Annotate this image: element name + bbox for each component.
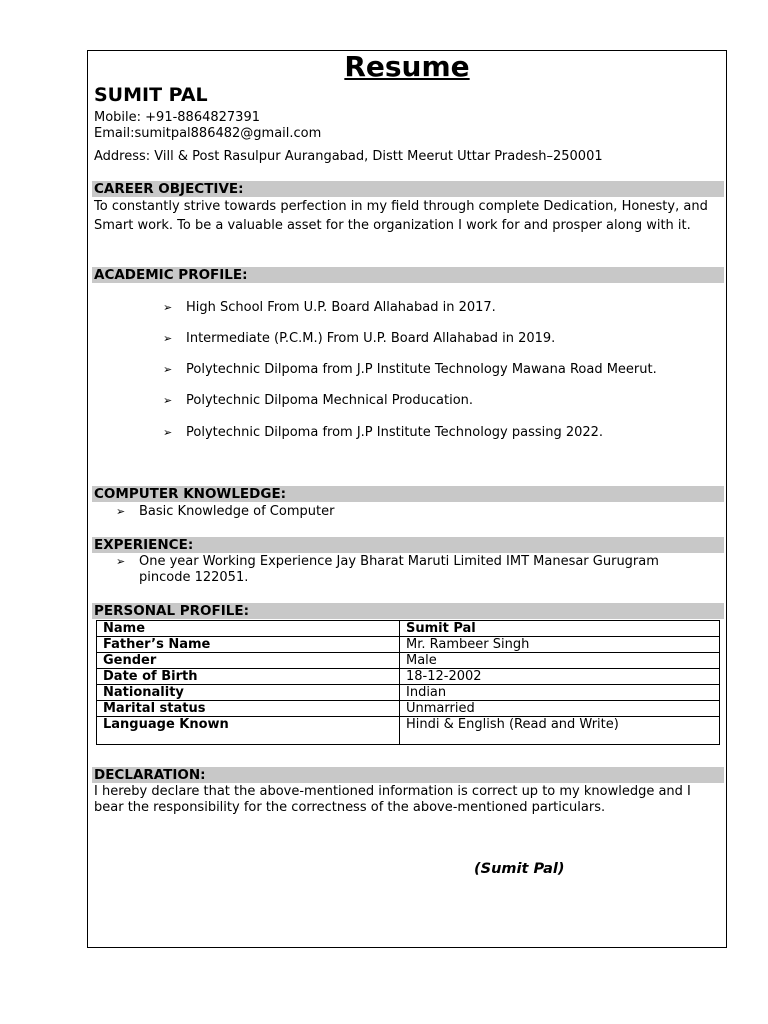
declaration-text: I hereby declare that the above-mentioned information is correct up to my knowledge and I bear the responsibility for the correctness of the above-mentioned particulars.: [94, 784, 691, 815]
career-objective-text: To constantly strive towards perfection in my field through complete Dedication, Honesty, and Smart work. To be a valuable asset for the organization I work for and prosper along with it.: [94, 199, 708, 233]
arrow-bullet-icon: ➢: [163, 426, 173, 439]
row-value: Sumit Pal: [400, 621, 720, 637]
list-item-text: Polytechnic Dilpoma from J.P Institute Technology passing 2022.: [186, 425, 604, 440]
personal-profile-table: [96, 620, 720, 745]
list-item-text: Intermediate (P.C.M.) From U.P. Board Allahabad in 2019.: [186, 331, 556, 346]
row-label: Marital status: [97, 701, 400, 717]
row-label: Date of Birth: [97, 669, 400, 685]
declaration-heading: DECLARATION:: [92, 767, 724, 783]
row-value: Mr. Rambeer Singh: [400, 637, 720, 653]
row-label: Father’s Name: [97, 637, 400, 653]
table-row: [97, 637, 720, 653]
resume-page: [87, 50, 727, 948]
list-item-text: High School From U.P. Board Allahabad in 2017.: [186, 300, 496, 315]
table-row: [97, 621, 720, 637]
list-item: [116, 504, 334, 520]
list-item-text: Basic Knowledge of Computer: [139, 504, 335, 519]
list-item: [116, 554, 659, 570]
mobile-line: Mobile: +91-8864827391: [94, 110, 260, 125]
personal-profile-heading: PERSONAL PROFILE:: [92, 603, 724, 619]
row-value: 18-12-2002: [400, 669, 720, 685]
experience-continuation: pincode 122051.: [139, 570, 249, 585]
computer-knowledge-heading: COMPUTER KNOWLEDGE:: [92, 486, 724, 502]
page-title: Resume: [344, 50, 470, 83]
signature-name: (Sumit Pal): [474, 861, 565, 877]
arrow-bullet-icon: ➢: [163, 301, 173, 314]
arrow-bullet-icon: ➢: [116, 555, 126, 568]
arrow-bullet-icon: ➢: [116, 505, 126, 518]
experience-heading: EXPERIENCE:: [92, 537, 724, 553]
table-row: [97, 685, 720, 701]
list-item: [163, 331, 555, 347]
candidate-name: SUMIT PAL: [94, 84, 208, 106]
row-label: Gender: [97, 653, 400, 669]
career-objective-heading: CAREER OBJECTIVE:: [92, 181, 724, 197]
list-item: [163, 425, 603, 441]
list-item: [163, 362, 657, 378]
arrow-bullet-icon: ➢: [163, 394, 173, 407]
address-line: Address: Vill & Post Rasulpur Aurangabad, Distt Meerut Uttar Pradesh–250001: [94, 149, 603, 164]
row-value: Hindi & English (Read and Write): [400, 717, 720, 745]
list-item-text: Polytechnic Dilpoma Mechnical Producation.: [186, 393, 474, 408]
row-label: Name: [97, 621, 400, 637]
table-row: [97, 717, 720, 745]
list-item: [163, 393, 473, 409]
arrow-bullet-icon: ➢: [163, 332, 173, 345]
table-row: [97, 669, 720, 685]
table-row: [97, 653, 720, 669]
email-line: Email:sumitpal886482@gmail.com: [94, 126, 322, 141]
row-value: Male: [400, 653, 720, 669]
academic-profile-heading: ACADEMIC PROFILE:: [92, 267, 724, 283]
row-label: Language Known: [97, 717, 400, 745]
list-item: [163, 300, 496, 316]
row-value: Unmarried: [400, 701, 720, 717]
row-value: Indian: [400, 685, 720, 701]
table-row: [97, 701, 720, 717]
row-label: Nationality: [97, 685, 400, 701]
list-item-text: Polytechnic Dilpoma from J.P Institute Technology Mawana Road Meerut.: [186, 362, 657, 377]
arrow-bullet-icon: ➢: [163, 363, 173, 376]
list-item-text: One year Working Experience Jay Bharat Maruti Limited IMT Manesar Gurugram: [139, 554, 659, 569]
